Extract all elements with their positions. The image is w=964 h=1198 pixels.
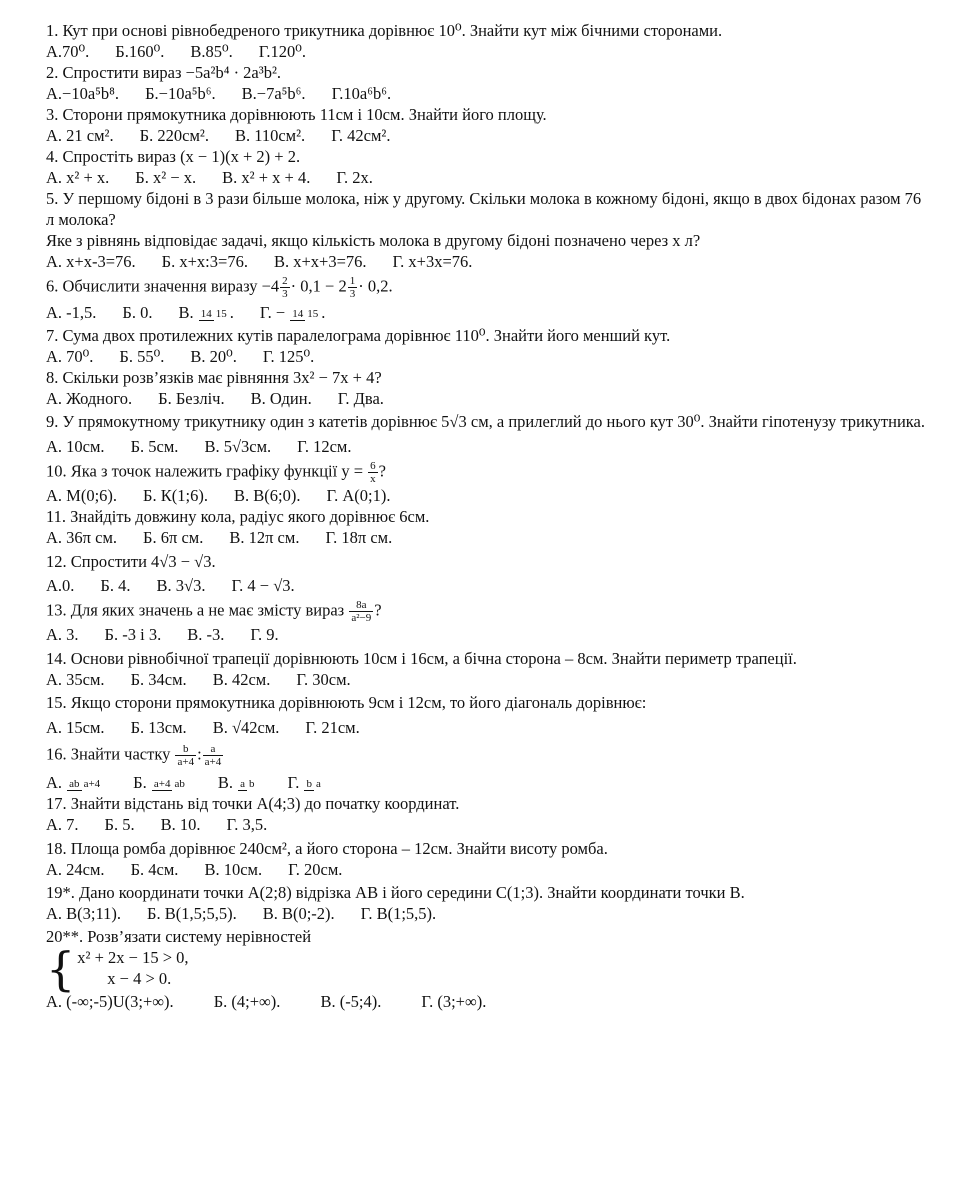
answer: В. 110см². — [234, 126, 306, 145]
answer: Г. 21см. — [305, 718, 360, 737]
answer: Б. Безліч. — [158, 389, 225, 408]
answer: А. -1,5. — [46, 303, 97, 322]
answer: Б. 4. — [100, 576, 131, 595]
question-5-sub: Яке з рівнянь відповідає задачі, якщо кількість молока в другому бідоні позначено через х л? — [46, 231, 701, 250]
test-document — [46, 20, 926, 1012]
question-20: 20**. Розв’язати систему нерівностей — [46, 927, 312, 946]
answer: Б. 55⁰. — [119, 347, 165, 366]
answers-10 — [46, 485, 926, 506]
brace-icon: { — [46, 942, 76, 996]
inequality-system — [46, 942, 926, 996]
answer: Б. 5см. — [130, 437, 179, 456]
answer: А.0. — [46, 576, 75, 595]
answer: А. М(0;6). — [46, 486, 118, 505]
answer: Г. 2x. — [336, 168, 373, 187]
answers-14 — [46, 669, 926, 690]
answer: Г. х+3х=76. — [392, 252, 473, 271]
question-10: 10. Яка з точок належить графіку функції y = $\frac{6}{x}$ ? — [46, 460, 386, 485]
answer: Б. В(1,5;5,5). — [147, 904, 237, 923]
answer: В. √42см. — [212, 718, 280, 737]
answer: Б. 4см. — [130, 860, 179, 879]
answer: Б. -3 і 3. — [104, 625, 162, 644]
answer: Г. 12см. — [297, 437, 352, 456]
answer: В. 42см. — [212, 670, 271, 689]
answer: А. 15см. — [46, 718, 105, 737]
answer: В. 3√3. — [156, 576, 206, 595]
answer: Б. x² − x. — [135, 168, 197, 187]
answer: Г. Два. — [337, 389, 384, 408]
answer: Б. 13см. — [130, 718, 187, 737]
question-13: 13. Для яких значень a не має змісту вираз $\frac{8a}{\text{a²−9}}$ ? — [46, 599, 382, 624]
question-6: 6. Обчислити значення виразу −4 $\frac{2}{3}$ · 0,1 − 2 $\frac{1}{3}$ · 0,2. — [46, 275, 393, 300]
answer: Б. х+х:3=76. — [161, 252, 248, 271]
answer: В. x² + x + 4. — [222, 168, 311, 187]
answer: Г. 18π см. — [325, 528, 393, 547]
answer: Г. 30см. — [296, 670, 351, 689]
answers-6 — [46, 302, 926, 323]
fraction: $\frac{2}{3}$ — [282, 275, 288, 300]
answer: А. 10см. — [46, 437, 105, 456]
answers-1 — [46, 41, 926, 62]
answer: Г.10a⁶b⁶. — [331, 84, 392, 103]
answers-5 — [46, 251, 926, 272]
answer: А. x² + x. — [46, 168, 110, 187]
answer: Г. (3;+∞). — [421, 992, 487, 1011]
answer: Б.−10a⁵b⁶. — [145, 84, 216, 103]
answer: Г. 125⁰. — [262, 347, 315, 366]
question-5: 5. У першому бідоні в 3 рази більше молока, ніж у другому. Скільки молока в кожному бідоні, якщо в двох бідонах разом 76 л молока? — [46, 189, 922, 229]
answer: А. 70⁰. — [46, 347, 94, 366]
question-11: 11. Знайдіть довжину кола, радіус якого дорівнює 6см. — [46, 507, 430, 526]
answer: В. Один. — [250, 389, 312, 408]
answer: В. 20⁰. — [190, 347, 237, 366]
fraction: $\frac{a}{a+4}$ — [204, 743, 222, 768]
answer: Б. (4;+∞). — [213, 992, 281, 1011]
answer: А.−10a⁵b⁸. — [46, 84, 120, 103]
fraction: $\frac{8a}{\text{a²−9}}$ — [351, 599, 372, 624]
answer: А. 24см. — [46, 860, 105, 879]
question-7: 7. Сума двох протилежних кутів паралелограма дорівнює 110⁰. Знайти його менший кут. — [46, 326, 671, 345]
system-line: x² + 2x − 15 > 0, — [77, 948, 189, 967]
answer: А. 7. — [46, 815, 79, 834]
answer: В.85⁰. — [190, 42, 233, 61]
question-15: 15. Якщо сторони прямокутника дорівнюють 9см і 12см, то його діагональ дорівнює: — [46, 693, 647, 712]
answer: В. 14 15 . — [178, 303, 234, 322]
answer: А. (-∞;-5)U(3;+∞). — [46, 992, 174, 1011]
answer: В. a b — [217, 773, 255, 792]
answer: Г. А(0;1). — [326, 486, 391, 505]
answers-12 — [46, 575, 926, 596]
question-19: 19*. Дано координати точки А(2;8) відрізка АВ і його середини С(1;3). Знайти координати точки В. — [46, 883, 745, 902]
answer: Г. b a — [287, 773, 321, 792]
answer: А. 36π см. — [46, 528, 118, 547]
answer: Г. − 14 15 . — [259, 303, 326, 322]
answers-13 — [46, 624, 926, 645]
answers-2 — [46, 83, 926, 104]
answer: В. В(6;0). — [233, 486, 301, 505]
answer: Б. 220см². — [139, 126, 209, 145]
answer: Г.120⁰. — [258, 42, 307, 61]
answer: Г. 20см. — [288, 860, 343, 879]
answer: А. 35см. — [46, 670, 105, 689]
answer: В. (-5;4). — [320, 992, 382, 1011]
answer: В. 10. — [160, 815, 201, 834]
answers-9 — [46, 436, 926, 457]
system-line: x − 4 > 0. — [107, 969, 172, 988]
answer: А. 3. — [46, 625, 79, 644]
answer: Б. К(1;6). — [143, 486, 208, 505]
question-8: 8. Скільки розв’язків має рівняння 3x² − 7x + 4? — [46, 368, 382, 387]
fraction: $\frac{6}{x}$ — [370, 460, 376, 485]
answer: В. 12π см. — [229, 528, 300, 547]
answer: Г. В(1;5,5). — [360, 904, 437, 923]
question-12: 12. Спростити 4√3 − √3. — [46, 552, 216, 571]
answer: Б. 6π см. — [143, 528, 204, 547]
answer: В. 5√3см. — [204, 437, 272, 456]
answer: Г. 4 − √3. — [231, 576, 295, 595]
answer: Г. 42см². — [331, 126, 391, 145]
answers-17 — [46, 814, 926, 835]
answer: В. -3. — [187, 625, 225, 644]
answer: А. В(3;11). — [46, 904, 122, 923]
answers-15 — [46, 717, 926, 738]
answer: Б. 5. — [104, 815, 135, 834]
answers-11 — [46, 527, 926, 548]
answer: Б. a+4 ab — [133, 773, 185, 792]
answer: Г. 9. — [250, 625, 279, 644]
answer: А.70⁰. — [46, 42, 90, 61]
answer: А. ab a+4 — [46, 773, 101, 792]
question-2: 2. Спростити вираз −5a²b⁴ · 2a³b². — [46, 63, 282, 82]
answer: А. х+х-3=76. — [46, 252, 136, 271]
answers-4 — [46, 167, 926, 188]
answer: А. Жодного. — [46, 389, 133, 408]
answer: В.−7a⁵b⁶. — [241, 84, 306, 103]
answers-7 — [46, 346, 926, 367]
question-1: 1. Кут при основі рівнобедреного трикутника дорівнює 10⁰. Знайти кут між бічними сторонами. — [46, 21, 723, 40]
answer: В. х+х+3=76. — [273, 252, 367, 271]
question-9: 9. У прямокутному трикутнику один з катетів дорівнює 5√3 см, а прилеглий до нього кут 30⁰. Знайти гіпотенузу трикутника. — [46, 412, 925, 431]
question-17: 17. Знайти відстань від точки А(4;3) до початку координат. — [46, 794, 460, 813]
answer: А. 21 см². — [46, 126, 114, 145]
answer: В. 10см. — [204, 860, 263, 879]
answers-8 — [46, 388, 926, 409]
answer: Б. 0. — [122, 303, 153, 322]
answers-20 — [46, 991, 926, 1012]
question-16: 16. Знайти частку $\frac{b}{a+4}$ : $\frac{a}{a+4}$ — [46, 743, 222, 768]
answers-16 — [46, 772, 926, 793]
question-14: 14. Основи рівнобічної трапеції дорівнюють 10см і 16см, а бічна сторона – 8см. Знайти периметр трапеції. — [46, 649, 797, 668]
question-18: 18. Площа ромба дорівнює 240см², а його сторона – 12см. Знайти висоту ромба. — [46, 839, 608, 858]
answers-19 — [46, 903, 926, 924]
answer: Б. 34см. — [130, 670, 187, 689]
answer: В. В(0;-2). — [262, 904, 335, 923]
fraction: $\frac{b}{a+4}$ — [177, 743, 195, 768]
answers-3 — [46, 125, 926, 146]
question-4: 4. Спростіть вираз (x − 1)(x + 2) + 2. — [46, 147, 301, 166]
answer: Г. 3,5. — [226, 815, 268, 834]
answers-18 — [46, 859, 926, 880]
question-3: 3. Сторони прямокутника дорівнюють 11см і 10см. Знайти його площу. — [46, 105, 547, 124]
answer: Б.160⁰. — [115, 42, 165, 61]
fraction: $\frac{1}{3}$ — [349, 275, 356, 300]
